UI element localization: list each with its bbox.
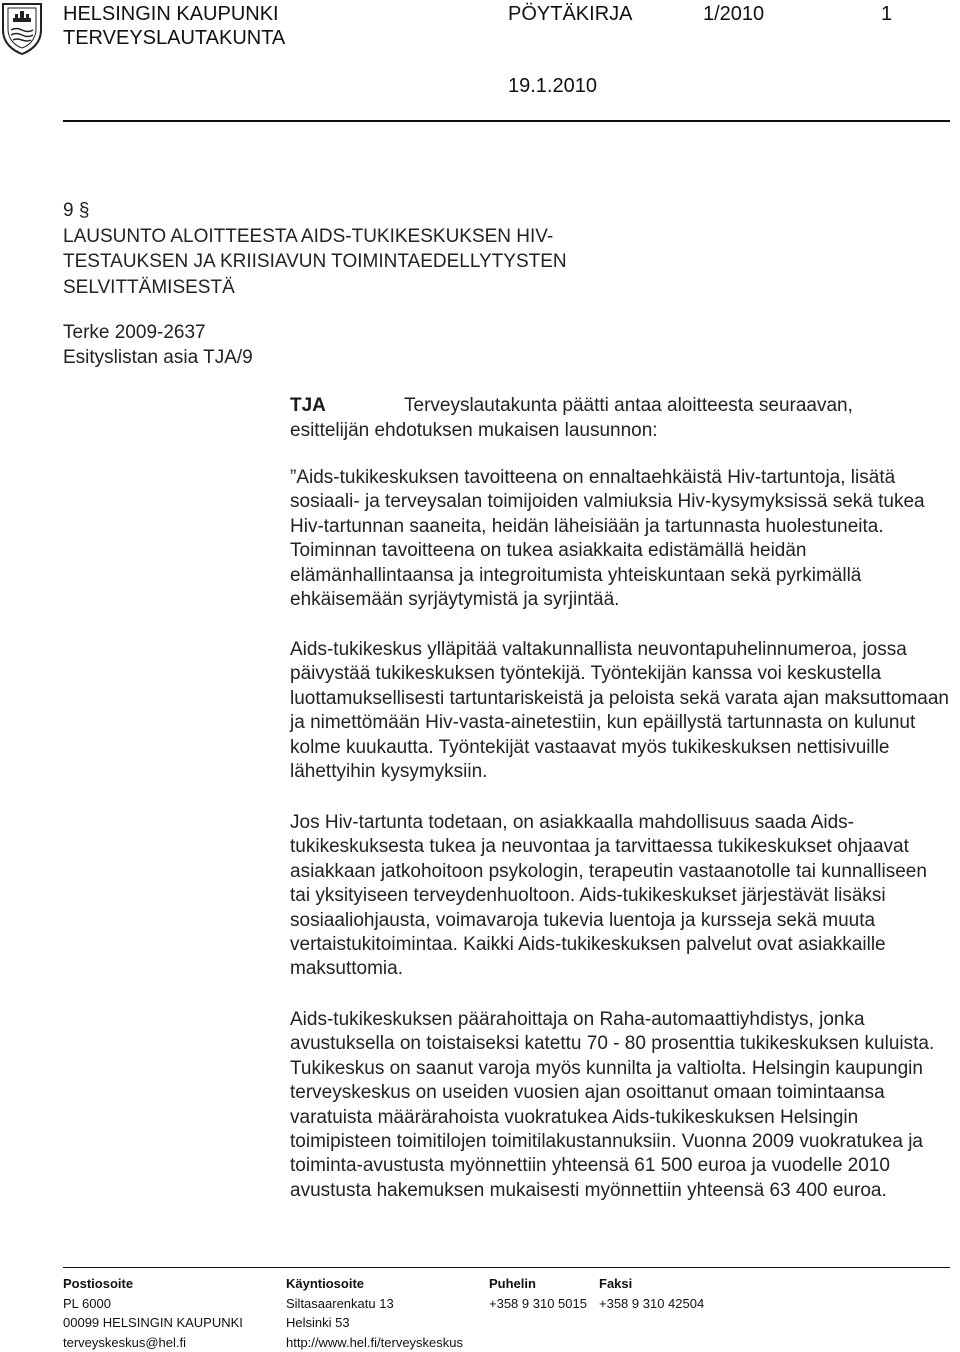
- decision-label: TJA: [290, 394, 326, 418]
- statement-paragraph-3: [290, 811, 950, 982]
- visiting-address-line: Siltasaarenkatu 13: [286, 1294, 463, 1314]
- item-heading: [63, 198, 567, 300]
- page-number: 1: [881, 2, 892, 26]
- phone-number: +358 9 310 5015: [489, 1294, 587, 1314]
- statement-paragraph-2: [290, 638, 950, 784]
- phone-info: [489, 1274, 587, 1313]
- decision-intro-line1: Terveyslautakunta päätti antaa aloitteesta seuraavan,: [404, 394, 853, 418]
- section-number: 9 §: [63, 198, 567, 224]
- postal-address-line: 00099 HELSINGIN KAUPUNKI: [63, 1313, 243, 1333]
- postal-address-line: PL 6000: [63, 1294, 243, 1314]
- agenda-reference: Esityslistan asia TJA/9: [63, 345, 253, 370]
- meeting-date: 19.1.2010: [508, 74, 597, 98]
- paragraph-text: ”Aids-tukikeskuksen tavoitteena on ennaltaehkäistä Hiv-tartuntoja, lisätä sosiaali- ja terveysalan toimijoiden valmiuksia Hiv-kysymyksissä sekä tukea Hiv-tartunnan saaneita, heidän läheisiään ja tartunnasta huolestuneita. Toiminnan tavoitteena on tukea asiakkaita edistämällä heidän elämänhallintaansa ja integroitumista yhteiskuntaan sekä pyrkimällä ehkäisemään syrjäytymistä ja syrjintää.: [290, 466, 950, 612]
- fax-info: [599, 1274, 704, 1313]
- statement-paragraph-1: [290, 466, 950, 612]
- document-type: PÖYTÄKIRJA: [508, 2, 632, 26]
- website-url: http://www.hel.fi/terveyskeskus: [286, 1333, 463, 1352]
- statement-paragraph-4: [290, 1008, 950, 1203]
- phone-label: Puhelin: [489, 1274, 587, 1294]
- fax-label: Faksi: [599, 1274, 704, 1294]
- paragraph-text: Aids-tukikeskus ylläpitää valtakunnallista neuvontapuhelinnumeroa, jossa päivystää tukikeskuksen työntekijä. Työntekijän kanssa voi keskustella luottamuksellisesti tartuntariskeistä ja peloista sekä varata ajan maksuttomaan ja nimettömään Hiv-vasta-ainetestiin, kun epäillystä tartunnasta on kulunut kolme kuukautta. Työntekijät vastaavat myös tukikeskuksen nettisivuille lähettyihin kysymyksiin.: [290, 638, 950, 784]
- committee-name: TERVEYSLAUTAKUNTA: [63, 26, 285, 50]
- postal-address: [63, 1274, 243, 1352]
- organization-name: HELSINGIN KAUPUNKI: [63, 2, 279, 26]
- visiting-address-line: Helsinki 53: [286, 1313, 463, 1333]
- paragraph-text: Aids-tukikeskuksen päärahoittaja on Raha-automaattiyhdistys, jonka avustuksella on toistaiseksi katettu 70 - 80 prosenttia tukikeskuksen kuluista. Tukikeskus on saanut varoja myös kunnilta ja valtiolta. Helsingin kaupungin terveyskeskus on useiden vuosien ajan osoittanut omaan toimintaansa varatuista määrärahoista vuokratukea Aids-tukikeskuksen Helsingin toimipisteen toimitilojen toimitilakustannuksiin. Vuonna 2009 vuokratukea ja toiminta-avustusta myönnettiin yhteensä 61 500 euroa ja vuodelle 2010 avustusta hakemuksen mukaisesti myönnettiin yhteensä 63 400 euroa.: [290, 1008, 950, 1203]
- decision-intro-line2: esittelijän ehdotuksen mukaisen lausunnon:: [290, 419, 658, 443]
- item-references: [63, 320, 253, 370]
- footer-divider: [63, 1267, 950, 1268]
- header-divider: [63, 120, 950, 122]
- postal-address-label: Postiosoite: [63, 1274, 243, 1294]
- fax-number: +358 9 310 42504: [599, 1294, 704, 1314]
- item-title-line: SELVITTÄMISESTÄ: [63, 275, 567, 301]
- item-title-line: TESTAUKSEN JA KRIISIAVUN TOIMINTAEDELLYTYSTEN: [63, 249, 567, 275]
- city-crest-logo: [0, 0, 44, 56]
- document-number: 1/2010: [703, 2, 764, 26]
- visiting-address-label: Käyntiosoite: [286, 1274, 463, 1294]
- visiting-address: [286, 1274, 463, 1352]
- item-title-line: LAUSUNTO ALOITTEESTA AIDS-TUKIKESKUKSEN HIV-: [63, 224, 567, 250]
- case-reference: Terke 2009-2637: [63, 320, 253, 345]
- paragraph-text: Jos Hiv-tartunta todetaan, on asiakkaalla mahdollisuus saada Aids-tukikeskuksesta tukea ja neuvontaa ja tarvittaessa tukikeskukset ohjaavat asiakkaan jatkohoitoon psykologin, terapeutin vastaanotolle tai kunnalliseen tai yksityiseen terveydenhuoltoon. Aids-tukikeskukset järjestävät lisäksi sosiaaliohjausta, voimavaroja tukevia luentoja ja kursseja sekä muuta vertaistukitoimintaa. Kaikki Aids-tukikeskuksen palvelut ovat asiakkaille maksuttomia.: [290, 811, 950, 982]
- email-address: terveyskeskus@hel.fi: [63, 1333, 243, 1352]
